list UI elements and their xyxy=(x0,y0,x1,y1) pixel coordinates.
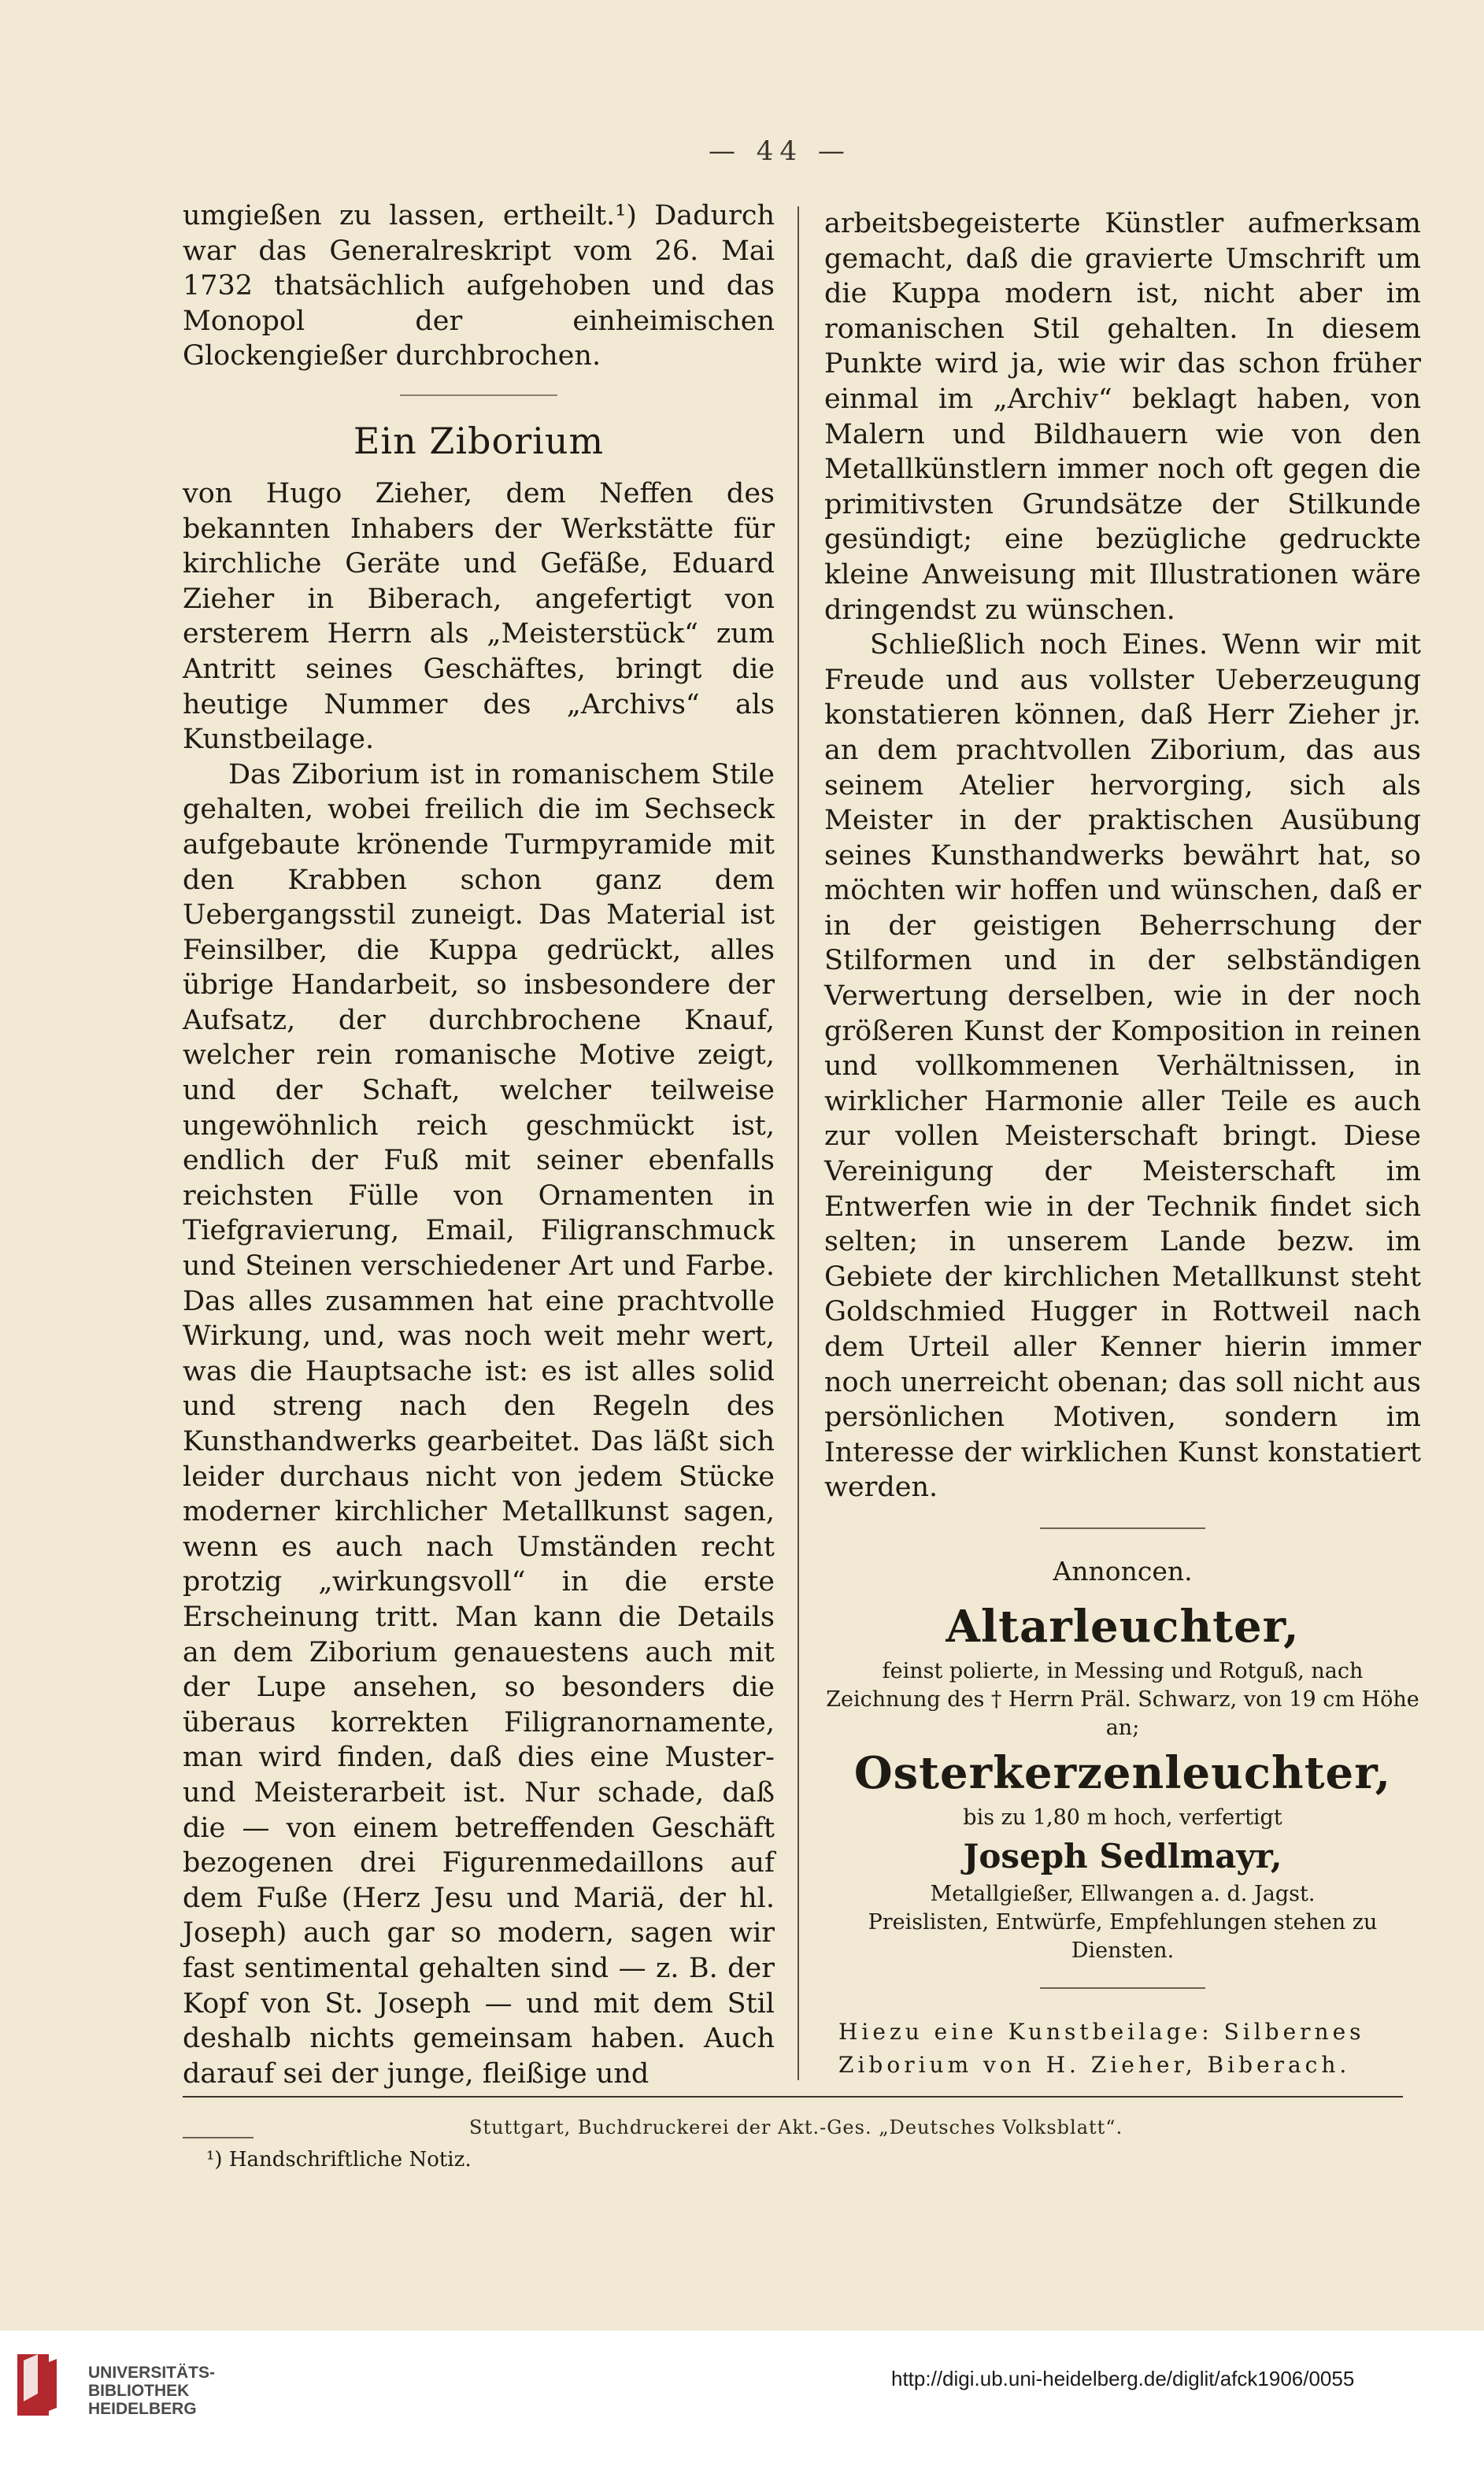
library-footer xyxy=(0,2331,1484,2466)
product-description: bis zu 1,80 m hoch, verfertigt xyxy=(963,1805,1282,1830)
announcement-rule xyxy=(1040,1987,1205,1989)
article-paragraph: von Hugo Zieher, dem Neffen des bekannten Inhabers der Werkstätte für kirchliche Geräte und Gefäße, Eduard Zieher in Biberach, angefertigt von ersterem Herrn als „Meisterstück“ zum Antritt seines Geschäftes, bringt die heutige Nummer des „Archivs“ als Kunstbeilage. xyxy=(183,477,775,756)
column-divider xyxy=(798,206,799,2080)
printer-imprint: Stuttgart, Buchdruckerei der Akt.-Ges. „Deutsches Volksblatt“. xyxy=(469,2116,1123,2138)
footnote: ¹) Handschriftliche Notiz. xyxy=(206,2148,472,2172)
announcement-rule xyxy=(1040,1527,1205,1529)
maker-name: Joseph Sedlmayr, xyxy=(963,1836,1282,1875)
product-osterkerzenleuchter: Osterkerzenleuchter, xyxy=(853,1746,1392,1799)
kunstbeilage-note: Hiezu eine Kunstbeilage: Silbernes Ziborium von H. Zieher, Biberach. xyxy=(838,2018,1365,2078)
section-divider xyxy=(400,394,557,396)
article-paragraph: arbeitsbegeisterte Künstler aufmerksam gemacht, daß die gravierte Umschrift um die Kuppa modern ist, nicht aber im romanischen Stil gehalten. In diesem Punkte wird ja, wie wir das schon früher einmal im „Archiv“ beklagt haben, von Malern und Bildhauern wie von den Metallkünstlern immer noch oft gegen die primitivsten Grundsätze der Stilkunde gesündigt; eine bezügliche gedruckte kleine Anweisung mit Illustrationen wäre dringendst zu wünschen. xyxy=(824,208,1421,626)
right-column xyxy=(824,206,1421,2082)
bottom-rule xyxy=(183,2096,1403,2098)
announcement-title: Annoncen. xyxy=(1053,1555,1193,1587)
library-name-line: HEIDELBERG xyxy=(88,2400,197,2418)
library-name xyxy=(88,2364,215,2418)
article-paragraph: Schließlich noch Eines. Wenn wir mit Freude und aus vollster Ueberzeugung konstatieren können, daß Herr Zieher jr. an dem prachtvollen Ziborium, das aus seinem Atelier hervorging, sich als Meister in der praktischen Ausübung seines Kunsthandwerks bewährt hat, so möchten wir hoffen und wünschen, daß er in der geistigen Beherrschung der Stilformen und in der selbständigen Verwertung derselben, wie in der noch größeren Kunst der Komposition in reinen und vollkommenen Verhältnissen, in wirklicher Harmonie aller Teile es auch zur vollen Meisterschaft bringt. Diese Vereinigung der Meisterschaft im Entwerfen wie in der Technik findet sich selten; in unserem Lande bezw. im Gebiete der kirchlichen Metallkunst steht Goldschmied Hugger in Rottweil nach dem Urteil aller Kenner hierin immer noch unerreicht obenan; das soll nicht aus persönlichen Motiven, sondern im Interesse der wirklichen Kunst konstatiert werden. xyxy=(824,629,1421,1504)
library-name-line: UNIVERSITÄTS- xyxy=(88,2364,216,2382)
article-paragraph: Das Ziborium ist in romanischem Stile gehalten, wobei freilich die im Sechseck aufgebaute krönende Turmpyramide mit den Krabben schon ganz dem Uebergangsstil zuneigt. Das Material ist Feinsilber, die Kuppa gedrückt, alles übrige Handarbeit, so insbesondere der Aufsatz, der durchbrochene Knauf, welcher rein romanische Motive zeigt, und der Schaft, welcher teilweise ungewöhnlich reich geschmückt ist, endlich der Fuß mit seiner ebenfalls reichsten Fülle von Ornamenten in Tiefgravierung, Email, Filigranschmuck und Steinen verschiedener Art und Farbe. Das alles zusammen hat eine prachtvolle Wirkung, und, was noch weit mehr wert, was die Hauptsache ist: es ist alles solid und streng nach den Regeln des Kunsthandwerks gearbeitet. Das läßt sich leider durchaus nicht von jedem Stücke moderner kirchlicher Metallkunst sagen, wenn es auch nach Umständen recht protzig „wirkungsvoll“ in die erste Erscheinung tritt. Man kann die Details an dem Ziborium genauestens auch mit der Lupe ansehen, so besonders die überaus korrekten Filigranornamente, man wird finden, daß dies eine Muster- und Meisterarbeit ist. Nur schade, daß die — von einem betreffenden Geschäft bezogenen drei Figurenmedaillons auf dem Fuße (Herz Jesu und Mariä, der hl. Joseph) auch gar so modern, sagen wir fast sentimental gehalten sind — z. B. der Kopf von St. Joseph — und mit dem Stil deshalb nichts gemeinsam haben. Auch darauf sei der junge, fleißige und xyxy=(183,758,775,2090)
library-name-line: BIBLIOTHEK xyxy=(88,2382,190,2400)
announcement-block xyxy=(824,1527,1421,1989)
left-column xyxy=(183,198,775,2173)
product-altarleuchter: Altarleuchter, xyxy=(946,1600,1300,1653)
product-description: feinst polierte, in Messing und Rotguß, nach Zeichnung des † Herrn Präl. Schwarz, von 19 cm Höhe an; xyxy=(826,1658,1419,1740)
maker-services: Preislisten, Entwürfe, Empfehlungen stehen zu Diensten. xyxy=(868,1909,1378,1963)
source-url-link[interactable]: http://digi.ub.uni-heidelberg.de/diglit/afck1906/0055 xyxy=(891,2367,1355,2390)
intro-paragraph: umgießen zu lassen, ertheilt.¹) Dadurch war das Generalreskript vom 26. Mai 1732 thatsächlich aufgehoben und das Monopol der einheimischen Glockengießer durchbrochen. xyxy=(183,200,775,372)
maker-description: Metallgießer, Ellwangen a. d. Jagst. xyxy=(930,1881,1316,1906)
page-number: — 44 — xyxy=(709,135,851,167)
footnote-rule xyxy=(183,2137,254,2138)
heidelberg-library-logo-icon xyxy=(14,2346,72,2422)
article-heading: Ein Ziborium xyxy=(353,419,605,462)
